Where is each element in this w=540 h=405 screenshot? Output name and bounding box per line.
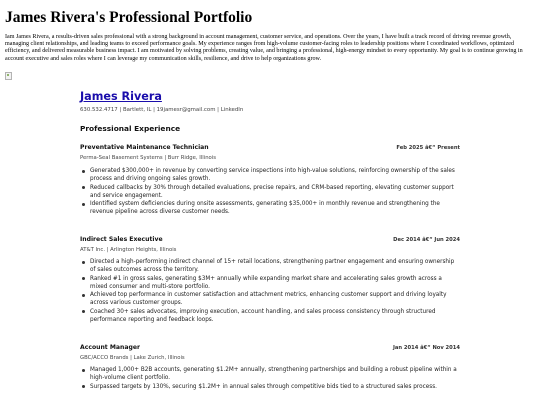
job-bullet [80,275,460,292]
job-title: Account Manager [80,344,140,351]
job-dates: Jan 2014 â€“ Nov 2014 [392,345,460,351]
bullet-dot-icon [82,369,85,372]
job-company: GBC/ACCO Brands | Lake Zurich, Illinois [80,355,185,361]
job-bullet-text: Ranked #1 in gross sales, generating $3M+ annually while expanding market share and accelerating sales growth across a mixed consumer and multi-store portfolio. [90,275,442,290]
broken-image-glyph [7,74,9,76]
job-bullet-text: Managed 1,000+ B2B accounts, generating $1.2M+ annually, strengthening partnerships and building a robust pipeline within a high-volume client portfolio. [90,367,457,382]
resume-contact-line: 630.532.4717 | Bartlett, IL | 19jamesr@gmail.com | LinkedIn [80,107,244,113]
job-bullet-list [80,366,460,391]
job-bullet-text: Directed a high-performing indirect channel of 15+ retail locations, strengthening partner engagement and ensuring ownership of sales outcomes across the territory. [90,259,455,274]
job-bullet [80,383,460,391]
job-company: Perma-Seal Basement Systems | Burr Ridge, Illinois [80,155,217,161]
job-bullet [80,167,460,184]
job-bullet-text: Generated $300,000+ in revenue by converting service inspections into high-value solutions, reinforcing ownership of the sales process and driving ongoing sales growth. [90,168,455,183]
job-bullet-text: Identified system deficiencies during onsite assessments, generating $35,000+ in monthly revenue and strengthening the revenue pipeline across diverse customer needs. [90,201,440,216]
bullet-dot-icon [82,385,85,388]
intro-paragraph: Iam James Rivera, a results-driven sales professional with a strong background in account management, customer service, and operations. Over the years, I have built a track record of driving revenue growth, managing client relationships, and leading teams to exceed performance goals. My experience ranges from high-volume customer-facing roles to leadership positions where I coordinated workflows, optimized efficiency, and delivered measurable business impact. I am motivated by solving problems, creating value, and bringing a professional, high-energy mindset to every opportunity. My goal is to continue growing in account executive and sales roles where I can leverage my communication skills, resilience, and drive to help organizations grow. [5,34,523,62]
job-bullet-text: Surpassed targets by 130%, securing $1.2M+ in annual sales through competitive bids tied to a structured sales process. [90,383,437,390]
job-company: AT&T Inc. | Arlington Heights, Illinois [80,247,177,253]
bullet-dot-icon [82,186,85,189]
job-title: Indirect Sales Executive [80,236,163,243]
broken-image-icon [5,72,12,79]
bullet-dot-icon [82,261,85,264]
bullet-dot-icon [82,170,85,173]
bullet-dot-icon [82,203,85,206]
job-title: Preventative Maintenance Technician [80,144,209,151]
job-dates: Feb 2025 â€“ Present [396,145,460,151]
job-bullet-text: Coached 30+ sales advocates, improving execution, account handling, and sales process consistency through structured performance reporting and feedback loops. [90,308,436,324]
resume-name-link[interactable]: James Rivera [80,90,162,103]
page-title: James Rivera's Professional Portfolio [5,9,253,26]
job-bullet [80,258,460,275]
job-dates: Dec 2014 â€“ Jun 2024 [393,237,460,243]
job-bullet-list [80,167,460,217]
job-bullet [80,308,460,325]
job-bullet [80,200,460,217]
bullet-dot-icon [82,277,85,280]
job-bullet [80,366,460,383]
job-bullet [80,184,460,201]
section-heading-experience: Professional Experience [80,124,181,133]
job-bullet-list [80,258,460,324]
bullet-dot-icon [82,294,85,297]
bullet-dot-icon [82,310,85,313]
job-bullet-text: Achieved top performance in customer satisfaction and attachment metrics, enhancing customer support and driving loyalty across various customer groups. [90,292,447,307]
job-bullet [80,291,460,308]
job-bullet-text: Reduced callbacks by 30% through detailed evaluations, precise repairs, and CRM-based reporting, elevating customer support and service engagement. [90,184,454,199]
